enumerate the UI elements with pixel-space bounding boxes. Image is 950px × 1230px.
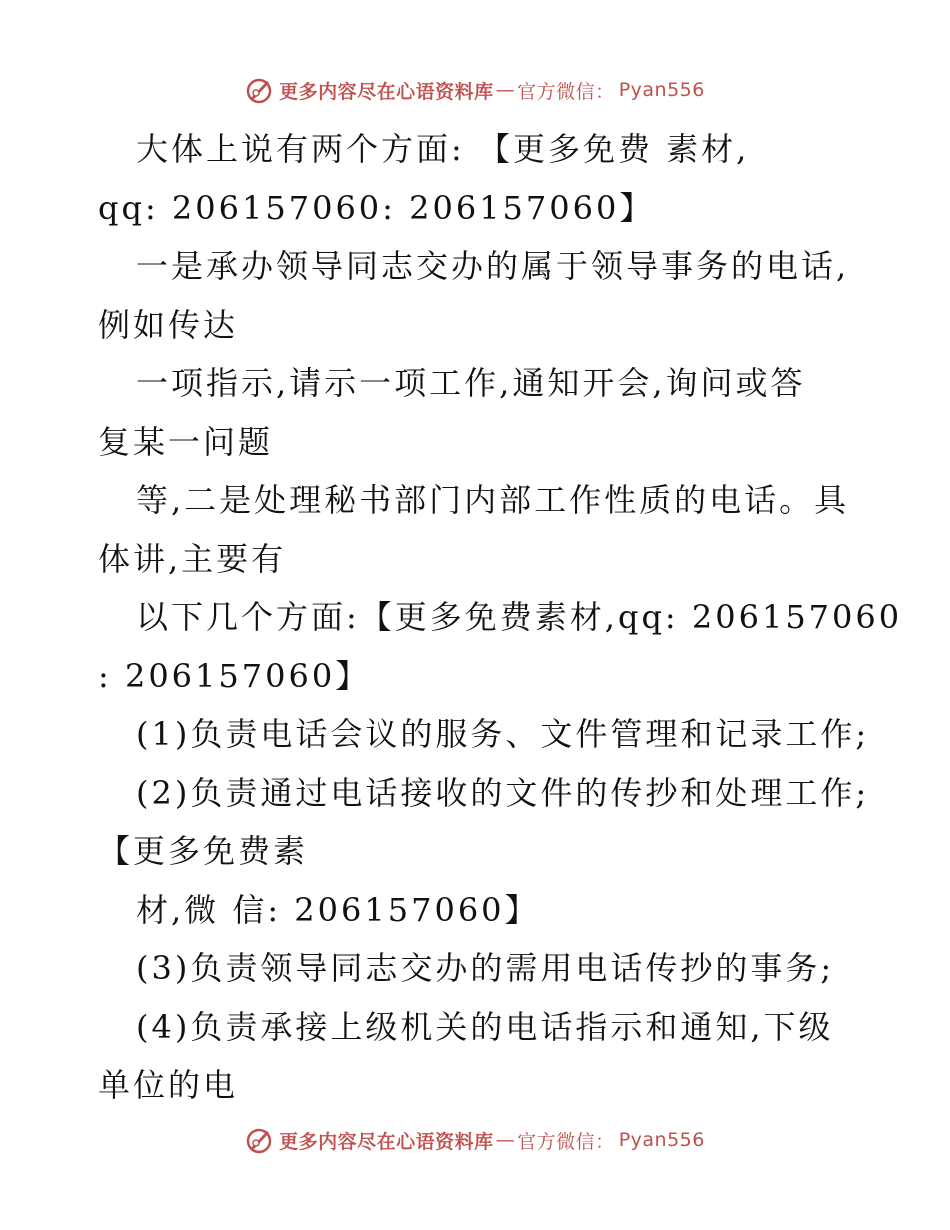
watermark-title: 更多内容尽在心语资料库	[279, 80, 494, 103]
quill-logo-icon	[245, 1126, 273, 1154]
watermark-dash: —	[495, 79, 516, 101]
text-line: qq: 206157060: 206157060】	[98, 188, 655, 227]
text-line: 大体上说有两个方面: 【更多免费 素材,	[136, 130, 750, 168]
text-line: 一项指示,请示一项工作,通知开会,询问或答	[136, 364, 806, 402]
watermark-label: 官方微信：	[517, 80, 615, 103]
text-line: 材,微 信: 206157060】	[136, 890, 540, 929]
footer-watermark	[0, 1120, 950, 1160]
header-watermark	[0, 70, 950, 110]
watermark-label: 官方微信：	[517, 1130, 615, 1153]
text-line: 一是承办领导同志交办的属于领导事务的电话,	[136, 247, 850, 285]
text-line: : 206157060】	[98, 656, 371, 695]
text-line: 例如传达	[98, 305, 239, 344]
text-line: 复某一问题	[98, 422, 274, 461]
watermark-id: Pyan556	[618, 79, 705, 101]
watermark-dash: —	[495, 1129, 516, 1151]
text-line: 等,二是处理秘书部门内部工作性质的电话。具	[136, 481, 850, 519]
text-line: 以下几个方面:【更多免费素材,qq: 206157060	[136, 598, 903, 636]
text-line: (2)负责通过电话接收的文件的传抄和处理工作;	[136, 773, 870, 812]
text-line: (4)负责承接上级机关的电话指示和通知,下级	[136, 1007, 834, 1046]
quill-logo-icon	[245, 76, 273, 104]
text-line: 【更多免费素	[98, 832, 309, 870]
text-line: (1)负责电话会议的服务、文件管理和记录工作;	[136, 715, 870, 753]
document-body	[98, 120, 903, 1115]
watermark-title: 更多内容尽在心语资料库	[279, 1130, 494, 1153]
text-line: 单位的电	[98, 1066, 239, 1104]
text-line: (3)负责领导同志交办的需用电话传抄的事务;	[136, 949, 835, 987]
text-line: 体讲,主要有	[98, 539, 287, 578]
watermark-id: Pyan556	[618, 1129, 705, 1151]
